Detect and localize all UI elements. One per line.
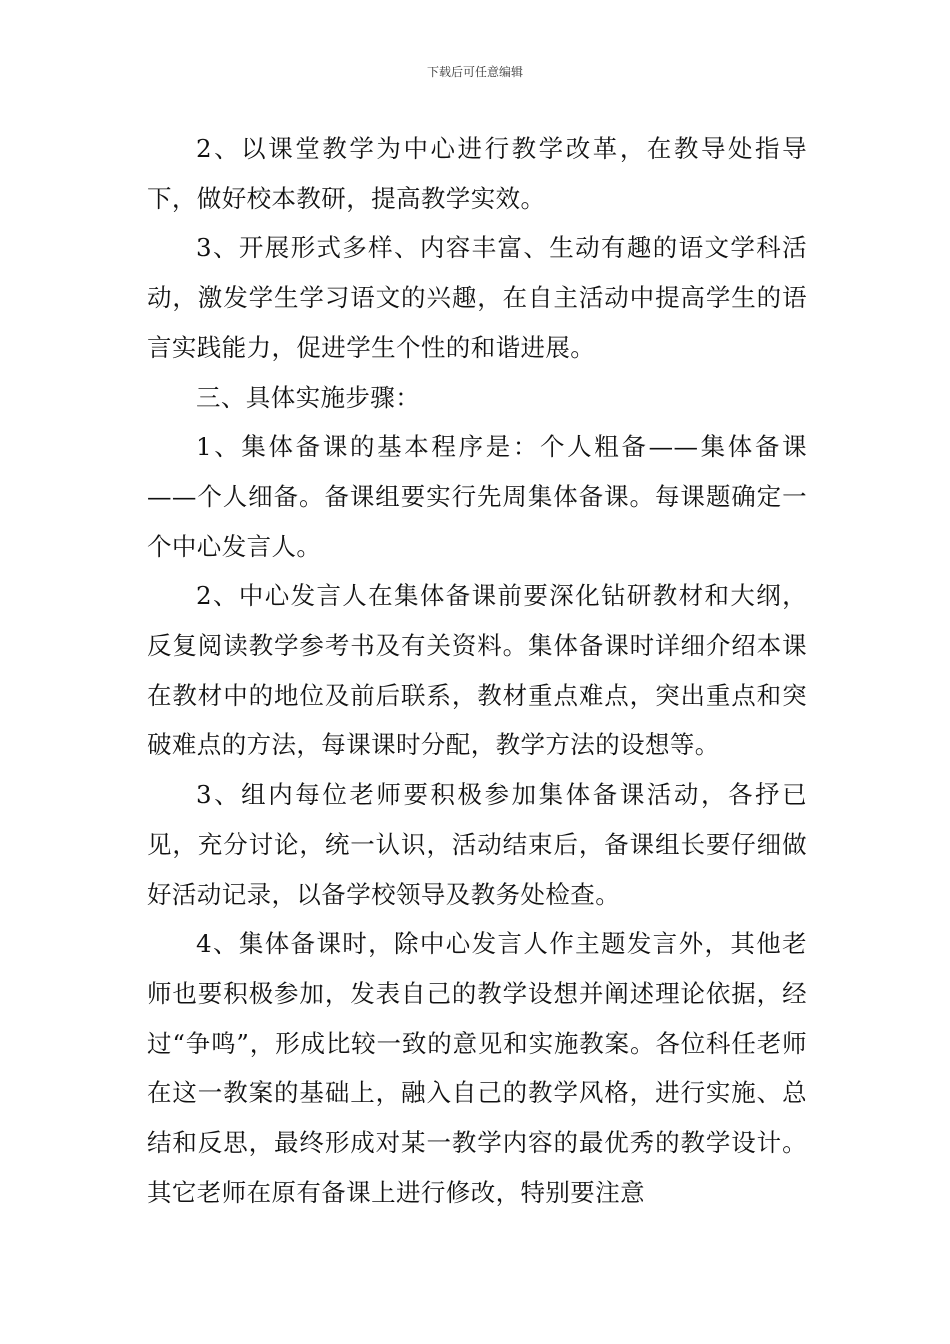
paragraph-goal-2: 2、以课堂教学为中心进行教学改革，在教导处指导下，做好校本教研，提高教学实效。 [147,134,807,213]
paragraph-step-2: 2、中心发言人在集体备课前要深化钻研教材和大纲，反复阅读教学参考书及有关资料。集体备课时详细介绍本课在教材中的地位及前后联系，教材重点难点，突出重点和突破难点的方法，每课课时分配，教学方法的设想等。 [147,581,807,760]
paragraph-step-1: 1、集体备课的基本程序是：个人粗备——集体备课——个人细备。备课组要实行先周集体备课。每课题确定一个中心发言人。 [147,432,807,561]
section-heading-steps: 三、具体实施步骤： [196,382,421,412]
page-header: 下载后可任意编辑 [426,65,523,79]
paragraph-step-3: 3、组内每位老师要积极参加集体备课活动，各抒已见，充分讨论，统一认识，活动结束后，备课组长要仔细做好活动记录，以备学校领导及教务处检查。 [147,780,807,909]
document-body [147,124,807,1217]
paragraph-step-4: 4、集体备课时，除中心发言人作主题发言外，其他老师也要积极参加，发表自己的教学设想并阐述理论依据，经过“争鸣”，形成比较一致的意见和实施教案。各位科任老师在这一教案的基础上，融入自己的教学风格，进行实施、总结和反思，最终形成对某一教学内容的最优秀的教学设计。其它老师在原有备课上进行修改，特别要注意 [147,929,807,1207]
paragraph-goal-3: 3、开展形式多样、内容丰富、生动有趣的语文学科活动，激发学生学习语文的兴趣，在自主活动中提高学生的语言实践能力，促进学生个性的和谐进展。 [147,233,807,362]
